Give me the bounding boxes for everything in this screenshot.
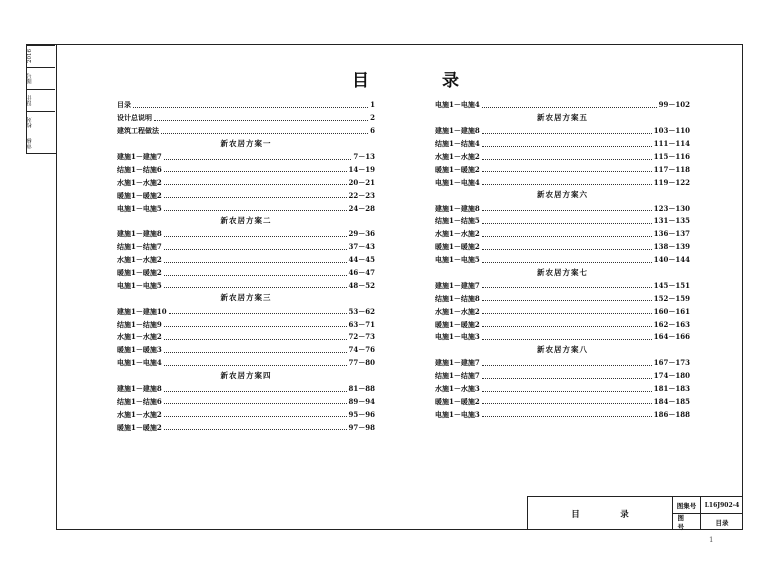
toc-entry-pages: 74－76 [348, 345, 375, 355]
toc-entry-label: 水施1－水施2 [435, 306, 480, 316]
toc-entry-pages: 184－185 [653, 396, 690, 406]
section-heading: 新农居方案七 [537, 267, 588, 277]
dot-leader [482, 339, 652, 340]
dot-leader [482, 326, 652, 327]
toc-entry-label: 暖施1－暖施2 [117, 422, 162, 432]
section-heading: 新农居方案四 [220, 370, 272, 380]
toc-entry [117, 357, 375, 370]
side-strip-cell: 2016 [27, 45, 55, 67]
dot-leader [482, 416, 652, 417]
toc-entry-pages: 2 [370, 113, 375, 123]
toc-entry [117, 318, 375, 331]
toc-entry-label: 电施1－电施3 [435, 332, 480, 342]
toc-entry [117, 331, 375, 344]
dot-leader [482, 107, 657, 108]
dot-leader [164, 197, 347, 198]
toc-entry-label: 结施1－结施6 [117, 164, 162, 174]
dot-leader [164, 159, 352, 160]
section-heading: 新农居方案三 [220, 293, 272, 303]
toc-entry-label: 电施1－电施4 [117, 358, 162, 368]
dot-leader [482, 133, 652, 134]
toc-entry [435, 318, 690, 331]
toc-entry-pages: 81－88 [348, 384, 375, 394]
toc-entry-label: 结施1－结施5 [435, 216, 480, 226]
toc-entry-label: 水施1－水施2 [117, 332, 162, 342]
dot-leader [164, 403, 347, 404]
toc-entry-pages: 119－122 [653, 177, 690, 187]
dot-leader [482, 365, 652, 366]
dot-leader [482, 236, 652, 237]
toc-entry-label: 建施1－建施8 [435, 126, 480, 136]
dot-leader [164, 262, 347, 263]
dot-leader [164, 429, 347, 430]
toc-entry-pages: 95－96 [348, 409, 375, 419]
toc-entry [435, 228, 690, 241]
dot-leader [482, 171, 652, 172]
toc-entry [435, 305, 690, 318]
revision-side-strip [26, 44, 56, 154]
toc-entry-pages: 44－45 [348, 255, 375, 265]
toc-entry-pages: 1 [370, 100, 375, 110]
title-block [527, 496, 743, 530]
toc-entry-label: 电施1－电施3 [435, 409, 480, 419]
toc-entry-pages: 162－163 [653, 319, 690, 329]
dot-leader [164, 210, 347, 211]
toc-entry-pages: 103－110 [653, 126, 690, 136]
toc-entry-pages: 24－28 [348, 203, 375, 213]
toc-entry [435, 395, 690, 408]
atlas-number-label: 图集号 [673, 497, 701, 514]
toc-entry [117, 408, 375, 421]
toc-entry [117, 125, 375, 138]
dot-leader [164, 326, 347, 327]
toc-entry [117, 383, 375, 396]
toc-entry-label: 水施1－水施2 [117, 255, 162, 265]
toc-entry-pages: 167－173 [653, 358, 690, 368]
toc-entry-label: 暖施1－暖施2 [435, 396, 480, 406]
dot-leader [164, 287, 347, 288]
toc-entry-label: 建施1－建施8 [117, 384, 162, 394]
toc-entry-label: 电施1－电施5 [435, 255, 480, 265]
dot-leader [482, 378, 652, 379]
toc-entry-pages: 140－144 [653, 255, 690, 265]
toc-entry [435, 163, 690, 176]
dot-leader [482, 262, 652, 263]
toc-entry-pages: 6 [370, 126, 375, 136]
toc-entry-pages: 164－166 [653, 332, 690, 342]
dot-leader [482, 313, 652, 314]
toc-entry-pages: 111－114 [653, 139, 690, 149]
toc-entry-pages: 174－180 [653, 371, 690, 381]
toc-entry [435, 357, 690, 370]
dot-leader [164, 391, 347, 392]
toc-entry [117, 395, 375, 408]
toc-entry [435, 254, 690, 267]
page-number: 1 [709, 536, 714, 544]
side-strip-cell: 审核 [27, 138, 33, 149]
side-strip-cell: 校对 [27, 111, 55, 133]
toc-entry-pages: 77－80 [348, 358, 375, 368]
toc-entry-label: 建施1－建施7 [435, 358, 480, 368]
dot-leader [482, 210, 652, 211]
toc-entry [435, 292, 690, 305]
toc-entry [117, 267, 375, 280]
dot-leader [164, 236, 347, 237]
dot-leader [164, 275, 347, 276]
toc-entry-label: 建施1－建施8 [117, 229, 162, 239]
toc-entry-label: 结施1－结施9 [117, 319, 162, 329]
toc-entry-label: 暖施1－暖施3 [117, 345, 162, 355]
toc-entry [435, 125, 690, 138]
toc-entry-pages: 181－183 [653, 384, 690, 394]
toc-entry-label: 水施1－水施2 [117, 409, 162, 419]
toc-entry-label: 暖施1－暖施2 [435, 242, 480, 252]
toc-entry-label: 暖施1－暖施2 [435, 319, 480, 329]
toc-entry [435, 176, 690, 189]
toc-entry [435, 99, 690, 112]
toc-entry-label: 目录 [117, 100, 131, 110]
dot-leader [482, 159, 652, 160]
sheet-number-label: 图 号 [673, 514, 701, 530]
toc-entry-label: 暖施1－暖施2 [435, 164, 480, 174]
toc-entry-label: 水施1－水施2 [435, 152, 480, 161]
sheet-number-value: 目录 [715, 518, 729, 527]
toc-entry-pages: 123－130 [653, 203, 690, 213]
toc-entry-label: 暖施1－暖施2 [117, 268, 162, 278]
toc-entry-pages: 160－161 [653, 306, 690, 316]
toc-entry [435, 383, 690, 396]
toc-entry-pages: 136－137 [653, 229, 690, 239]
toc-entry-pages: 89－94 [348, 396, 375, 406]
dot-leader [482, 287, 652, 288]
toc-entry [117, 228, 375, 241]
dot-leader [133, 107, 368, 108]
toc-entry [435, 279, 690, 292]
toc-entry-label: 电施1－电施4 [435, 177, 480, 187]
dot-leader [482, 300, 652, 301]
toc-entry [117, 176, 375, 189]
dot-leader [164, 352, 347, 353]
section-heading: 新农居方案一 [220, 138, 272, 148]
toc-entry-label: 电施1－电施4 [435, 100, 480, 110]
dot-leader [482, 223, 652, 224]
toc-entry-pages: 63－71 [348, 319, 375, 329]
toc-entry-label: 设计总说明 [117, 113, 152, 123]
toc-entry [435, 241, 690, 254]
toc-entry [435, 151, 690, 164]
toc-entry [117, 241, 375, 254]
toc-entry [117, 99, 375, 112]
toc-entry [435, 202, 690, 215]
dot-leader [482, 184, 652, 185]
toc-entry-pages: 46－47 [348, 268, 375, 278]
toc-entry [117, 344, 375, 357]
toc-entry-pages: 72－73 [348, 332, 375, 342]
toc-entry-pages: 115－116 [653, 152, 690, 161]
section-heading: 新农居方案二 [220, 216, 272, 226]
dot-leader [482, 249, 652, 250]
toc-entry-pages: 20－21 [348, 177, 375, 187]
page-title: 目 录 [352, 71, 487, 91]
toc-entry-pages: 22－23 [348, 190, 375, 200]
toc-entry [435, 215, 690, 228]
toc-entry-label: 建施1－建施7 [435, 280, 480, 290]
dot-leader [164, 365, 347, 366]
section-heading: 新农居方案八 [537, 344, 588, 354]
dot-leader [482, 391, 652, 392]
toc-entry-pages: 99－102 [658, 100, 690, 110]
toc-entry-label: 结施1－结施7 [117, 242, 162, 252]
dot-leader [164, 171, 347, 172]
toc-entry-label: 水施1－水施2 [117, 177, 162, 187]
toc-entry-label: 建施1－建施8 [435, 203, 480, 213]
toc-entry-label: 结施1－结施6 [117, 396, 162, 406]
dot-leader [169, 313, 347, 314]
toc-entry-pages: 37－43 [348, 242, 375, 252]
toc-entry-label: 建筑工程做法 [117, 126, 159, 136]
toc-entry-pages: 131－135 [653, 216, 690, 226]
toc-entry-label: 结施1－结施8 [435, 293, 480, 303]
section-heading: 新农居方案五 [537, 112, 588, 122]
dot-leader [164, 249, 347, 250]
toc-entry-label: 建施1－建施10 [117, 306, 167, 316]
side-strip-cell: 设计 [27, 89, 55, 111]
atlas-number-value: L16J902-4 [701, 497, 743, 514]
toc-entry-label: 水施1－水施3 [435, 384, 480, 394]
section-heading: 新农居方案六 [537, 190, 588, 200]
dot-leader [482, 403, 652, 404]
dot-leader [154, 120, 368, 121]
toc-left-column [117, 99, 375, 434]
toc-entry [117, 163, 375, 176]
toc-entry [435, 138, 690, 151]
toc-entry-label: 电施1－电施5 [117, 280, 162, 290]
toc-entry-pages: 138－139 [653, 242, 690, 252]
toc-entry [435, 370, 690, 383]
toc-entry-pages: 48－52 [348, 280, 375, 290]
dot-leader [164, 416, 347, 417]
toc-entry [117, 202, 375, 215]
side-strip-cell: 图号 [27, 67, 55, 89]
toc-entry-label: 水施1－水施2 [435, 229, 480, 239]
toc-entry-pages: 145－151 [653, 280, 690, 290]
toc-entry-pages: 29－36 [348, 229, 375, 239]
toc-entry [117, 189, 375, 202]
dot-leader [164, 339, 347, 340]
dot-leader [164, 184, 347, 185]
toc-entry [117, 305, 375, 318]
toc-entry [435, 331, 690, 344]
toc-entry-label: 电施1－电施5 [117, 203, 162, 213]
toc-entry [117, 279, 375, 292]
toc-entry-pages: 97－98 [348, 422, 375, 432]
toc-entry [117, 421, 375, 434]
toc-entry-pages: 14－19 [348, 164, 375, 174]
title-block-name: 目 录 [528, 497, 673, 530]
toc-entry-label: 结施1－结施7 [435, 371, 480, 381]
toc-entry-label: 结施1－结施4 [435, 139, 480, 149]
toc-entry-label: 建施1－建施7 [117, 152, 162, 161]
toc-right-column [435, 99, 690, 421]
dot-leader [161, 133, 368, 134]
toc-entry [117, 254, 375, 267]
toc-entry-pages: 53－62 [348, 306, 375, 316]
toc-entry [117, 112, 375, 125]
toc-entry-label: 暖施1－暖施2 [117, 190, 162, 200]
toc-entry [435, 408, 690, 421]
toc-entry [117, 151, 375, 164]
dot-leader [482, 146, 652, 147]
toc-entry-pages: 117－118 [653, 164, 690, 174]
toc-entry-pages: 152－159 [653, 293, 690, 303]
toc-entry-pages: 7－13 [353, 152, 375, 161]
toc-entry-pages: 186－188 [653, 409, 690, 419]
